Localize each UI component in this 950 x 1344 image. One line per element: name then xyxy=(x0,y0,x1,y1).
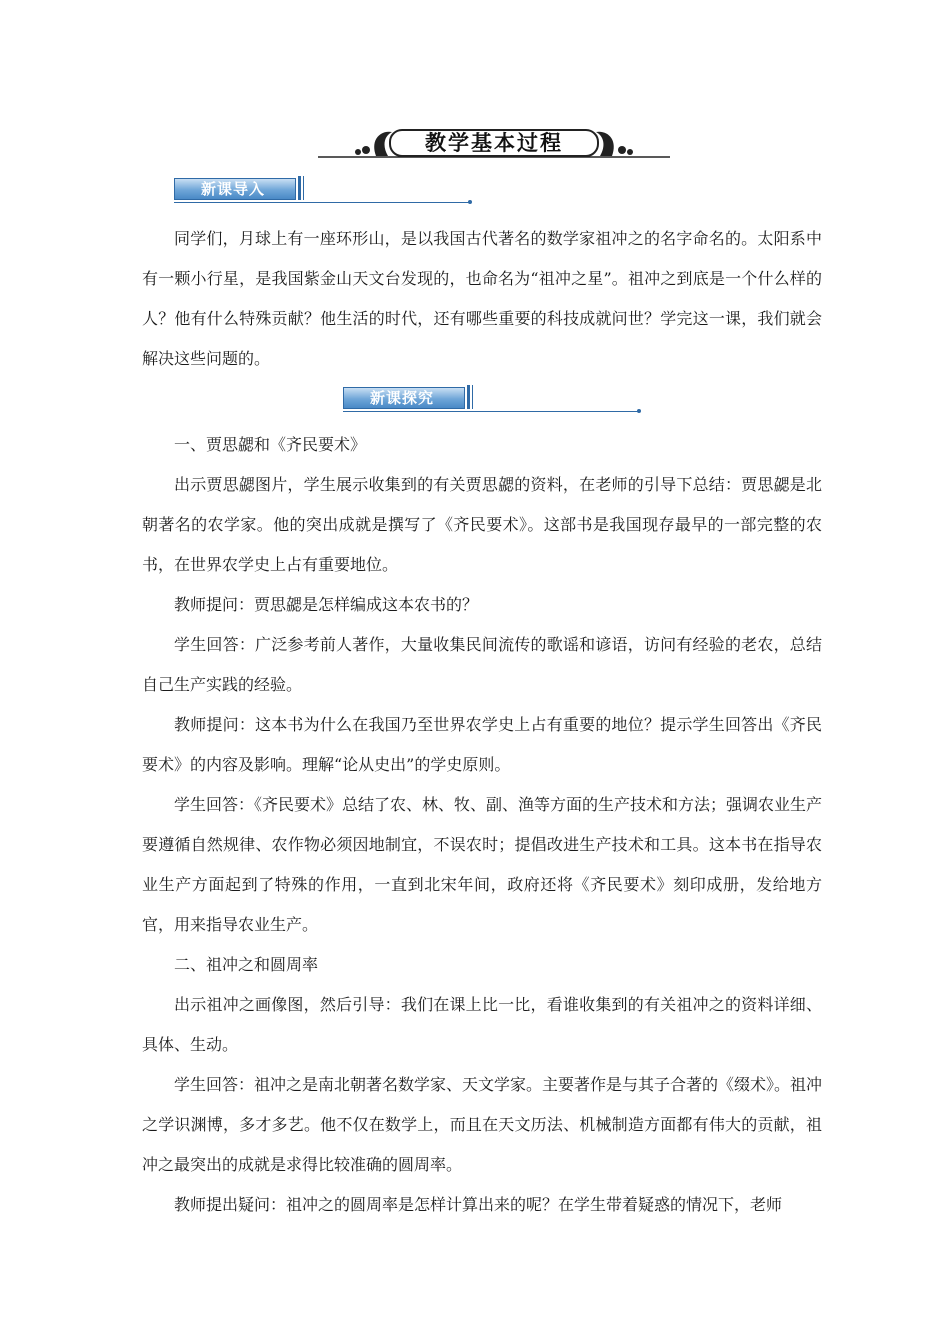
intro-section xyxy=(142,219,822,379)
body-paragraph: 教师提出疑问：祖冲之的圆周率是怎样计算出来的呢？在学生带着疑惑的情况下，老师 xyxy=(174,1195,783,1214)
body-paragraph: 出示贾思勰图片，学生展示收集到的有关贾思勰的资料，在老师的引导下总结：贾思勰是北朝著名的农学家。他的突出成就是撰写了《齐民要术》。这部书是我国现存最早的一部完整的农书，在世界农学史上占有重要地位。 xyxy=(142,475,822,574)
section-banner xyxy=(318,126,670,162)
tag-underline xyxy=(343,411,639,412)
tag-divider xyxy=(303,176,304,200)
heading-jia-sixie: 一、贾思勰和《齐民要术》 xyxy=(174,435,367,454)
tag-divider xyxy=(298,176,301,200)
banner-title: 教学基本过程 xyxy=(425,131,563,155)
explore-section xyxy=(142,425,822,1225)
heading-zu-chongzhi: 二、祖冲之和圆周率 xyxy=(174,955,319,974)
body-paragraph: 教师提问：贾思勰是怎样编成这本农书的？ xyxy=(174,595,479,614)
body-paragraph: 出示祖冲之画像图，然后引导：我们在课上比一比，看谁收集到的有关祖冲之的资料详细、具体、生动。 xyxy=(142,995,822,1054)
tag-divider xyxy=(472,385,473,409)
section-tag-explore xyxy=(343,387,643,417)
body-paragraph: 学生回答：《齐民要术》总结了农、林、牧、副、渔等方面的生产技术和方法；强调农业生产要遵循自然规律、农作物必须因地制宜，不误农时；提倡改进生产技术和工具。这本书在指导农业生产方面起到了特殊的作用，一直到北宋年间，政府还将《齐民要术》刻印成册，发给地方官，用来指导农业生产。 xyxy=(142,795,823,934)
section-tag-label: 新课导入 xyxy=(174,178,296,200)
tag-dot-icon xyxy=(468,200,472,204)
body-paragraph: 教师提问：这本书为什么在我国乃至世界农学史上占有重要的地位？提示学生回答出《齐民要术》的内容及影响。理解“论从史出”的学史原则。 xyxy=(142,715,822,774)
section-tag-intro xyxy=(174,178,474,208)
tag-underline xyxy=(174,202,470,203)
tag-divider xyxy=(467,385,470,409)
tag-dot-icon xyxy=(637,409,641,413)
intro-paragraph: 同学们，月球上有一座环形山，是以我国古代著名的数学家祖冲之的名字命名的。太阳系中有一颗小行星，是我国紫金山天文台发现的，也命名为“祖冲之星”。祖冲之到底是一个什么样的人？他有什么特殊贡献？他生活的时代，还有哪些重要的科技成就问世？学完这一课，我们就会解决这些问题的。 xyxy=(142,229,822,368)
body-paragraph: 学生回答：广泛参考前人著作，大量收集民间流传的歌谣和谚语，访问有经验的老农，总结自己生产实践的经验。 xyxy=(142,635,822,694)
section-tag-label: 新课探究 xyxy=(343,387,465,409)
body-paragraph: 学生回答：祖冲之是南北朝著名数学家、天文学家。主要著作是与其子合著的《缀术》。祖冲之学识渊博，多才多艺。他不仅在数学上，而且在天文历法、机械制造方面都有伟大的贡献，祖冲之最突出的成就是求得比较准确的圆周率。 xyxy=(142,1075,823,1174)
